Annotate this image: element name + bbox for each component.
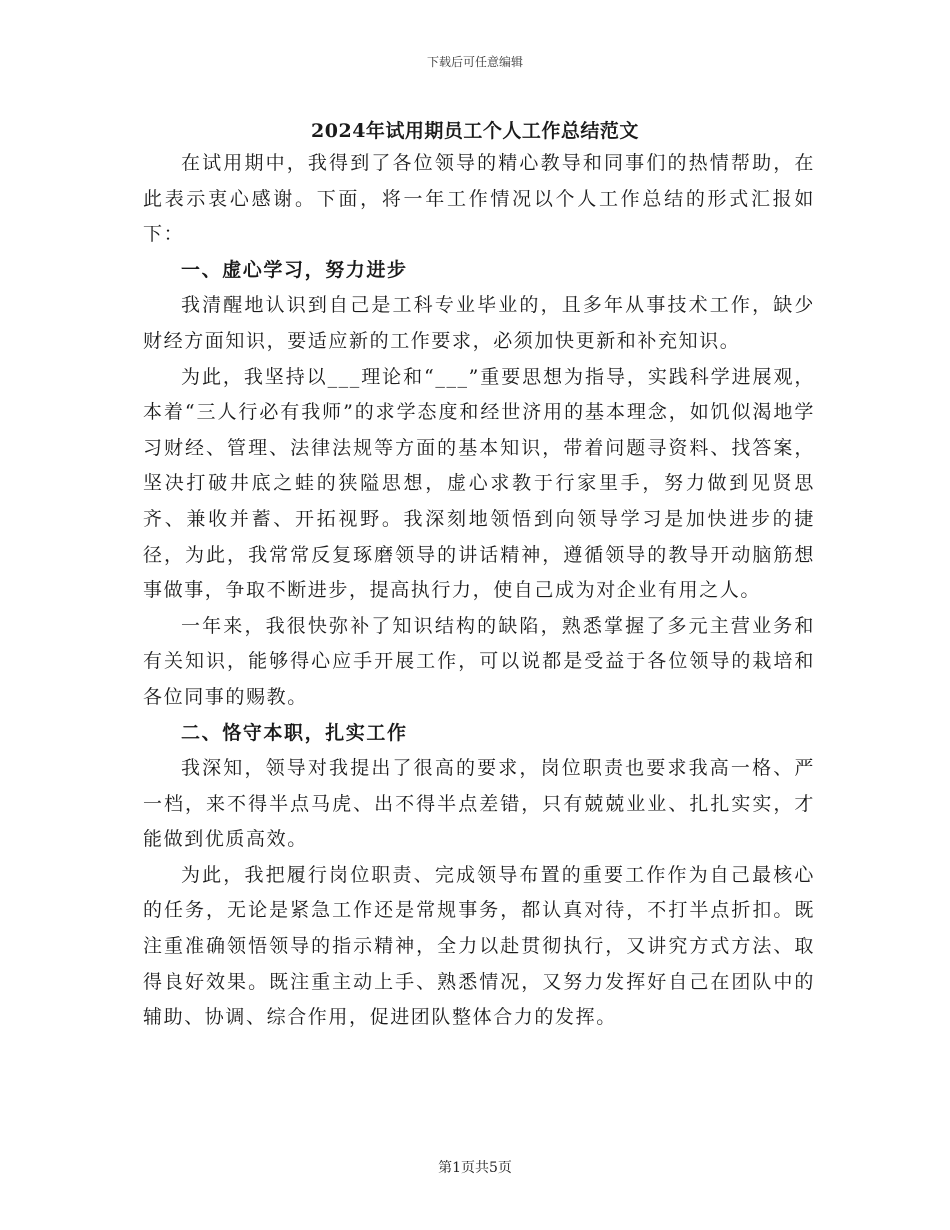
paragraph-intro: 在试用期中，我得到了各位领导的精心教导和同事们的热情帮助，在此表示衷心感谢。下面，将一年工作情况以个人工作总结的形式汇报如下： <box>143 152 815 246</box>
header-note: 下载后可任意编辑 <box>426 55 523 69</box>
section-heading-1: 一、虚心学习，努力进步 <box>181 258 408 281</box>
paragraph: 为此，我坚持以___理论和“___”重要思想为指导，实践科学进展观，本着“三人行必有我师”的求学态度和经世济用的基本理念，如饥似渴地学习财经、管理、法律法规等方面的基本知识，带着问题寻资料、找答案，坚决打破井底之蛙的狭隘思想，虚心求教于行家里手，努力做到见贤思齐、兼收并蓄、开拓视野。我深刻地领悟到向领导学习是加快进步的捷径，为此，我常常反复琢磨领导的讲话精神，遵循领导的教导开动脑筋想事做事，争取不断进步，提高执行力，使自己成为对企业有用之人。 <box>143 365 815 602</box>
page-footer: 第1页共5页 <box>438 1160 512 1176</box>
section-heading-2: 二、恪守本职，扎实工作 <box>181 721 408 744</box>
document-title: 2024年试用期员工个人工作总结范文 <box>311 120 639 142</box>
document-body <box>143 146 815 1036</box>
paragraph: 我深知，领导对我提出了很高的要求，岗位职责也要求我高一格、严一档，来不得半点马虎、出不得半点差错，只有兢兢业业、扎扎实实，才能做到优质高效。 <box>143 757 815 851</box>
paragraph: 一年来，我很快弥补了知识结构的缺陷，熟悉掌握了多元主营业务和有关知识，能够得心应手开展工作，可以说都是受益于各位领导的栽培和各位同事的赐教。 <box>143 614 815 708</box>
paragraph: 我清醒地认识到自己是工科专业毕业的，且多年从事技术工作，缺少财经方面知识，要适应新的工作要求，必须加快更新和补充知识。 <box>143 294 815 352</box>
paragraph: 为此，我把履行岗位职责、完成领导布置的重要工作作为自己最核心的任务，无论是紧急工作还是常规事务，都认真对待，不打半点折扣。既注重准确领悟领导的指示精神，全力以赴贯彻执行，又讲究方式方法、取得良好效果。既注重主动上手、熟悉情况，又努力发挥好自己在团队中的辅助、协调、综合作用，促进团队整体合力的发挥。 <box>143 863 815 1029</box>
